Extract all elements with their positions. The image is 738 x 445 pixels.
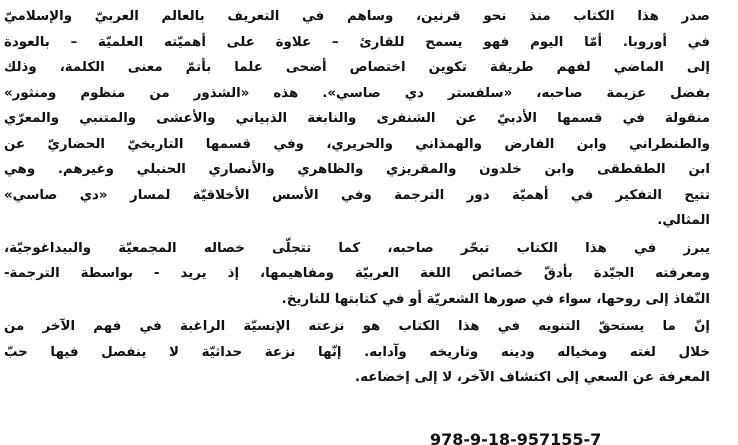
text-line: والطنطراني وابن الفارض والهمذاني والحريري، وفي قسمها التاريخيّ الحضاريّ عن	[4, 136, 710, 152]
text-line: ومعرفته الجيّدة بأدقّ خصائص اللغة العربيّة ومفاهيمها، إذ يريد - بواسطة الترجمة-	[4, 266, 710, 281]
paragraph-1	[4, 4, 728, 234]
text-line: بفضل عزيمة صاحبه، «سلفستر دي صاسي». هذه «الشذور من منظوم ومنثور»	[4, 85, 710, 101]
text-line: إلى الماضي لفهم طريقة تكوين اختصاص أضحى علما بأتمّ معنى الكلمة، وذلك	[4, 60, 710, 75]
text-line: ابن الطقطقى وابن خلدون والمقريزي والظاهري والأنصاري الحنبلي وغيرهم. وهي	[4, 162, 710, 177]
text-line: صدر هذا الكتاب منذ نحو قرنين، وساهم في التعريف بالعالم العربيّ والإسلاميّ	[4, 9, 710, 24]
text-line: إنّ ما يستحقّ التنويه في هذا الكتاب هو نزعته الإنسيّة الراغبة في فهم الآخر من	[4, 319, 710, 334]
text-line: المعرفة عن السعي إلى اكتشاف الآخر، لا إلى إخضاعه.	[354, 370, 710, 385]
description-text-block	[4, 4, 728, 393]
text-line: المثالي.	[657, 213, 710, 228]
text-line: النّفاذ إلى روحها، سواء في صورها الشعريّة أو في كتابتها للتاريخ.	[281, 291, 710, 307]
paragraph-2	[4, 236, 728, 313]
text-line: منقولة في قسمها الأدبيّ عن الشنفرى والنابغة الذبياني والأعشى والمتنبي والمعرّي	[4, 111, 710, 126]
text-line: في أوروبا. أمّا اليوم فهو يسمح للقارئ – علاوة على أهميّته العلميّة – بالعودة	[4, 34, 710, 50]
isbn-number: 978-9-18-957155-7	[430, 430, 602, 445]
paragraph-3	[4, 314, 728, 391]
text-line: تتيح التفكير في أهميّة دور الترجمة وفي الأسس الأخلاقيّة لمسار «دي صاسي»	[4, 187, 710, 203]
text-line: خلال لغته ومخياله ودينه وتاريخه وآدابه. إنّها نزعة حداثيّة لا ينفصل فيها حبّ	[4, 344, 710, 360]
text-line: يبرز في هذا الكتاب تبحّر صاحبه، كما تتجلّى خصاله المجمعيّة والبيداغوجيّة،	[4, 240, 710, 256]
